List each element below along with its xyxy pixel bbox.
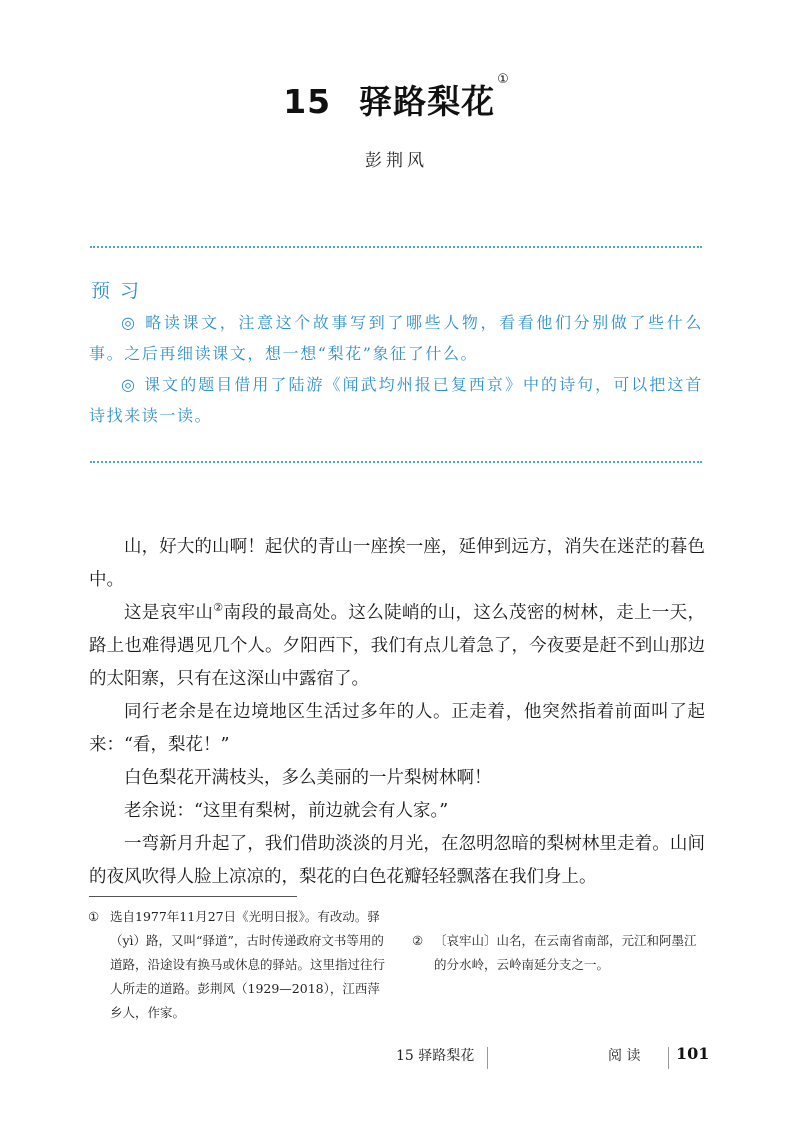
footnote-text: 〔哀牢山〕山名，在云南省南部，元江和阿墨江的分水岭，云岭南延分支之一。 (434, 933, 697, 972)
footer-separator (487, 1047, 488, 1069)
footnote-divider (89, 896, 297, 897)
paragraph-text: 南段的最高处。这么陡峭的山，这么茂密的树林，走上一天，路上也难得遇见几个人。夕阳西下，我们有点儿着急了，今夜要是赶不到山那边的太阳寨，只有在这深山中露宿了。 (89, 603, 706, 689)
paragraph: 一弯新月升起了，我们借助淡淡的月光，在忽明忽暗的梨树林里走着。山间的夜风吹得人脸上凉凉的，梨花的白色花瓣轻轻飘落在我们身上。 (89, 834, 705, 887)
footnote-ref-2[interactable]: ② (213, 601, 224, 615)
preview-item: ◎ 略读课文，注意这个故事写到了哪些人物，看看他们分别做了些什么事。之后再细读课文，想一想“梨花”象征了什么。 (89, 313, 703, 363)
footnote-1 (88, 905, 392, 1025)
paragraph (89, 597, 705, 696)
preview-heading: 预习 (91, 280, 150, 302)
lesson-text (89, 531, 705, 894)
preview-item: ◎ 课文的题目借用了陆游《闻武均州报已复西京》中的诗句，可以把这首诗找来读一读。 (89, 375, 703, 425)
footer-separator (668, 1047, 669, 1069)
footnote-mark: ② (412, 933, 424, 948)
preview-body (89, 307, 703, 431)
paragraph: 白色梨花开满枝头，多么美丽的一片梨树林啊！ (124, 768, 492, 788)
lesson-number: 15 (283, 82, 332, 121)
lesson-title-text: 驿路梨花 (359, 82, 496, 121)
footer-section: 阅 读 (608, 1048, 641, 1064)
title-footnote-mark[interactable]: ① (497, 72, 510, 87)
paragraph: 山，好大的山啊！起伏的青山一座挨一座，延伸到远方，消失在迷茫的暮色中。 (89, 537, 705, 590)
footer-lesson-title: 15 驿路梨花 (396, 1048, 475, 1064)
preview-bottom-divider (90, 461, 702, 463)
page-number: 101 (676, 1044, 710, 1063)
paragraph: 老余说：“这里有梨树，前边就会有人家。” (124, 801, 449, 821)
author-name: 彭荆风 (365, 151, 428, 171)
lesson-title (0, 72, 793, 123)
footnote-mark: ① (88, 909, 100, 924)
preview-top-divider (90, 246, 702, 248)
paragraph-text: 这是哀牢山 (124, 603, 214, 623)
footnote-2 (412, 929, 706, 977)
footnote-text: 选自1977年11月27日《光明日报》。有改动。驿（yì）路，又叫“驿道”，古时传递政府文书等用的道路，沿途设有换马或休息的驿站。这里指过往行人所走的道路。彭荆风（1929—2018），江西萍乡人，作家。 (110, 909, 386, 1020)
paragraph: 同行老余是在边境地区生活过多年的人。正走着，他突然指着前面叫了起来：“看，梨花！” (89, 702, 705, 755)
